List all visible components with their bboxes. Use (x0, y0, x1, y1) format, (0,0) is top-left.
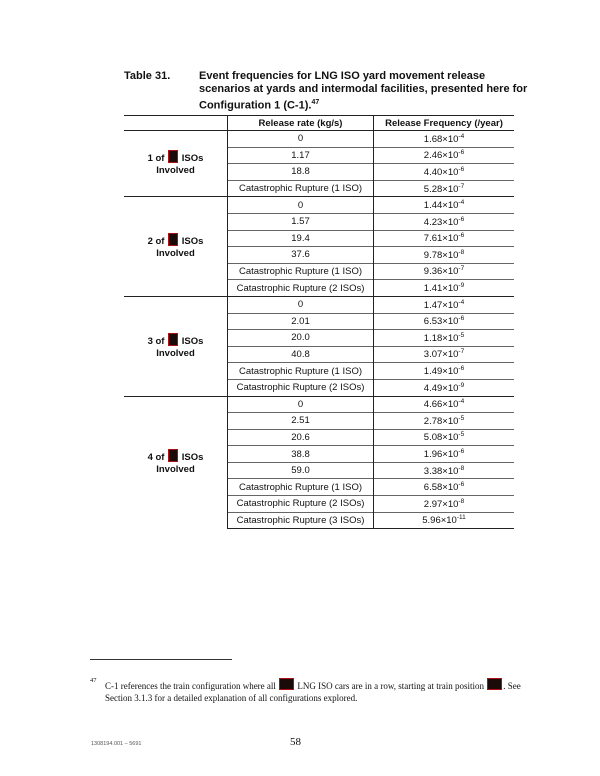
release-frequency-cell: $3.07\times 10^{-7}$ (374, 346, 515, 363)
release-frequency-cell: $5.08\times 10^{-5}$ (374, 429, 515, 446)
footnote-ref: 47 (311, 99, 320, 106)
release-rate-cell: 2.01 (228, 313, 374, 330)
release-frequency-cell: $6.53\times 10^{-6}$ (374, 313, 515, 330)
header-release-frequency: Release Frequency (/year) (374, 116, 515, 131)
group-label: 3 of ISOs Involved (124, 296, 228, 396)
redaction-box (168, 150, 178, 163)
release-frequency-cell: $1.68\times 10^{-4}$ (374, 131, 515, 148)
release-frequency-cell: $1.49\times 10^{-6}$ (374, 363, 515, 380)
release-rate-cell: 0 (228, 197, 374, 214)
release-rate-cell: 18.8 (228, 164, 374, 181)
footnote-mark: 47 (90, 677, 97, 684)
release-frequency-cell: $4.49\times 10^{-9}$ (374, 379, 515, 396)
release-rate-cell: 0 (228, 131, 374, 148)
release-frequency-cell: $2.78\times 10^{-5}$ (374, 413, 515, 430)
release-rate-cell: Catastrophic Rupture (1 ISO) (228, 479, 374, 496)
release-frequency-cell: $9.78\times 10^{-8}$ (374, 247, 515, 264)
release-frequency-cell: $4.66\times 10^{-4}$ (374, 396, 515, 413)
table-row (124, 131, 514, 148)
release-rate-cell: 59.0 (228, 462, 374, 479)
release-rate-cell: 38.8 (228, 446, 374, 463)
release-frequency-cell: $1.44\times 10^{-4}$ (374, 197, 515, 214)
release-frequency-cell: $7.61\times 10^{-6}$ (374, 230, 515, 247)
release-rate-cell: Catastrophic Rupture (3 ISOs) (228, 512, 374, 529)
page-number: 58 (290, 736, 301, 748)
release-frequency-cell: $6.58\times 10^{-6}$ (374, 479, 515, 496)
redaction-box (487, 678, 502, 690)
release-rate-cell: 0 (228, 396, 374, 413)
release-rate-cell: 20.0 (228, 330, 374, 347)
frequency-table (124, 115, 514, 529)
release-rate-cell: 1.57 (228, 213, 374, 230)
release-rate-cell: 1.17 (228, 147, 374, 164)
footnote-separator (90, 659, 232, 660)
release-frequency-cell: $2.46\times 10^{-6}$ (374, 147, 515, 164)
release-rate-cell: Catastrophic Rupture (2 ISOs) (228, 496, 374, 513)
release-rate-cell: Catastrophic Rupture (2 ISOs) (228, 379, 374, 396)
release-frequency-cell: $2.97\times 10^{-8}$ (374, 496, 515, 513)
release-rate-cell: Catastrophic Rupture (1 ISO) (228, 263, 374, 280)
release-rate-cell: 40.8 (228, 346, 374, 363)
release-rate-cell: Catastrophic Rupture (2 ISOs) (228, 280, 374, 297)
release-rate-cell: 0 (228, 296, 374, 313)
release-frequency-cell: $1.41\times 10^{-9}$ (374, 280, 515, 297)
table-title: Event frequencies for LNG ISO yard movement release scenarios at yards and intermodal facilities, presented here for Configuration 1 (C-1).$^{47}$ (199, 70, 528, 112)
header-release-rate: Release rate (kg/s) (228, 116, 374, 131)
release-frequency-cell: $1.96\times 10^{-6}$ (374, 446, 515, 463)
release-rate-cell: 2.51 (228, 413, 374, 430)
header-blank (124, 116, 228, 131)
group-label: 4 of ISOs Involved (124, 396, 228, 529)
redaction-box (168, 333, 178, 346)
redaction-box (168, 449, 178, 462)
release-rate-cell: Catastrophic Rupture (1 ISO) (228, 180, 374, 197)
release-rate-cell: Catastrophic Rupture (1 ISO) (228, 363, 374, 380)
release-frequency-cell: $5.28\times 10^{-7}$ (374, 180, 515, 197)
release-frequency-cell: $3.38\times 10^{-8}$ (374, 462, 515, 479)
release-rate-cell: 19.4 (228, 230, 374, 247)
document-id: 1308194.001 – 5691 (91, 741, 142, 747)
release-rate-cell: 37.6 (228, 247, 374, 264)
release-rate-cell: 20.6 (228, 429, 374, 446)
release-frequency-cell: $9.36\times 10^{-7}$ (374, 263, 515, 280)
table-number: Table 31. (124, 70, 171, 82)
group-label: 1 of ISOs Involved (124, 131, 228, 197)
table-row (124, 197, 514, 214)
redaction-box (279, 678, 294, 690)
footnote-text: C-1 references the train configuration where all LNG ISO cars are in a row, starting at train position . See Section 3.1.3 for a detailed explanation of all configurations explored. (105, 678, 535, 704)
table-header-row (124, 116, 514, 131)
release-frequency-cell: $4.23\times 10^{-6}$ (374, 213, 515, 230)
table-row (124, 396, 514, 413)
release-frequency-cell: $1.47\times 10^{-4}$ (374, 296, 515, 313)
release-frequency-cell: $4.40\times 10^{-6}$ (374, 164, 515, 181)
table-row (124, 296, 514, 313)
release-frequency-cell: $5.96\times 10^{-11}$ (374, 512, 515, 529)
table-body (124, 131, 514, 529)
release-frequency-cell: $1.18\times 10^{-5}$ (374, 330, 515, 347)
redaction-box (168, 233, 178, 246)
group-label: 2 of ISOs Involved (124, 197, 228, 297)
